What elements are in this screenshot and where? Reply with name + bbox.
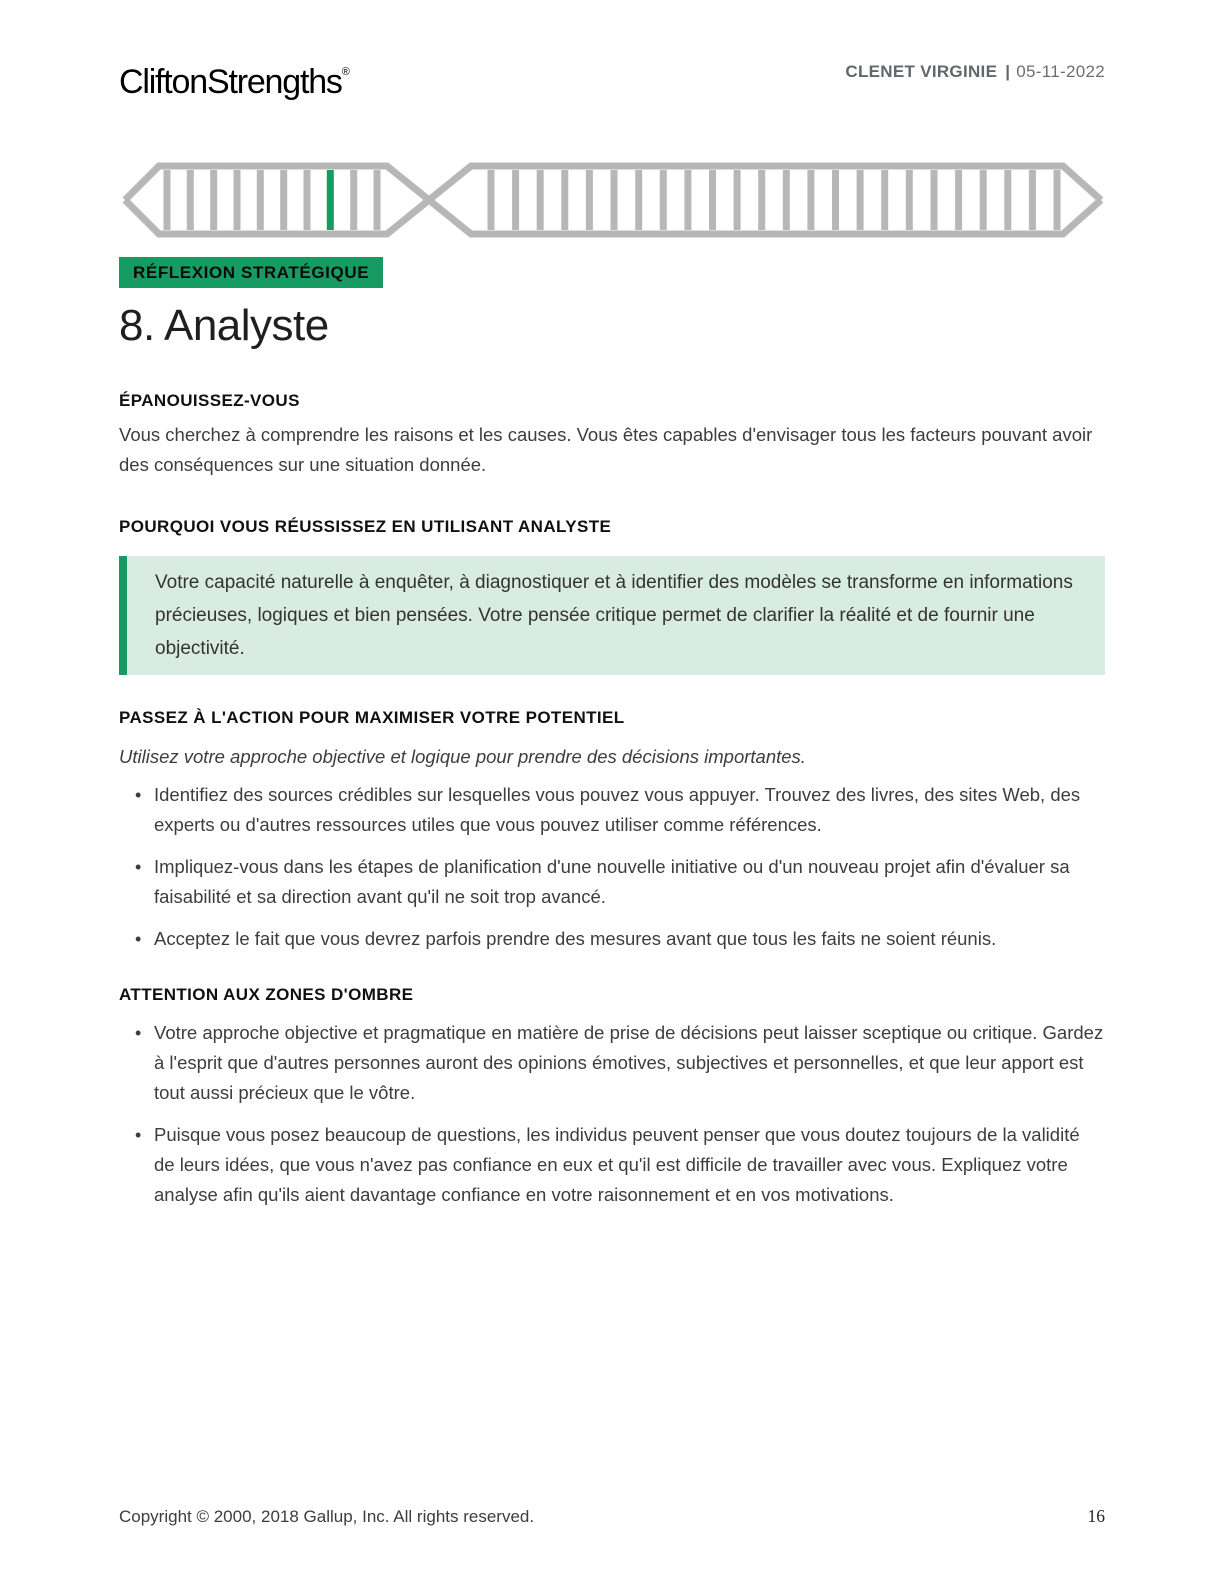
- blindspots-bullet-list: [119, 1018, 1105, 1210]
- strand-bar: [832, 170, 839, 230]
- owner-name: CLENET VIRGINIE: [845, 62, 998, 81]
- action-bullet-1: • Identifiez des sources crédibles sur lesquelles vous pouvez vous appuyer. Trouvez des livres, des sites Web, des experts ou d'autres ressources utiles que vous pouvez utiliser comme références.: [119, 780, 1105, 840]
- why-succeed-quote-text: Votre capacité naturelle à enquêter, à diagnostiquer et à identifier des modèles se transforme en informations précieuses, logiques et bien pensées. Votre pensée critique permet de clarifier la réalité et de fournir une objectivité.: [155, 572, 1073, 659]
- strand-bar: [611, 170, 618, 230]
- report-owner: [845, 52, 1105, 92]
- strand-bar: [350, 170, 357, 230]
- strand-bar-highlighted: [327, 170, 334, 230]
- strand-bar: [374, 170, 381, 230]
- strand-bar: [210, 170, 217, 230]
- strand-bar: [561, 170, 568, 230]
- strand-left-bars: [164, 170, 381, 230]
- section-take-action: [119, 707, 1105, 954]
- action-lead: Utilisez votre approche objective et logique pour prendre des décisions importantes.: [119, 746, 806, 767]
- strand-svg: [119, 158, 1105, 242]
- strand-right-bars: [488, 170, 1061, 230]
- strand-bar: [635, 170, 642, 230]
- strand-bar: [758, 170, 765, 230]
- strand-bar: [164, 170, 171, 230]
- registered-mark: ®: [341, 66, 350, 78]
- owner-separator: |: [1005, 62, 1011, 81]
- report-date: 05-11-2022: [1016, 62, 1105, 81]
- strand-bar: [660, 170, 667, 230]
- action-bullet-list: [119, 780, 1105, 954]
- action-bullet-3: • Acceptez le fait que vous devrez parfois prendre des mesures avant que tous les faits ne soient réunis.: [119, 924, 1105, 954]
- why-heading: POURQUOI VOUS RÉUSSISSEZ EN UTILISANT ANALYSTE: [119, 517, 612, 536]
- blindspots-bullet-1: • Votre approche objective et pragmatique en matière de prise de décisions peut laisser sceptique ou critique. Gardez à l'esprit que d'autres personnes auront des opinions émotives, subjectives et personnelles, et que leur apport est tout aussi précieux que le vôtre.: [119, 1018, 1105, 1108]
- strand-bar: [931, 170, 938, 230]
- theme-rank-strand: [119, 158, 1105, 242]
- strand-bar: [734, 170, 741, 230]
- strand-bar: [955, 170, 962, 230]
- strand-bar: [709, 170, 716, 230]
- theme-title: 8. Analyste: [119, 301, 329, 350]
- section-blind-spots: [119, 984, 1105, 1210]
- action-bullet-2: • Impliquez-vous dans les étapes de planification d'une nouvelle initiative ou d'un nouveau projet afin d'évaluer sa faisabilité et sa direction avant qu'il ne soit trop avancé.: [119, 852, 1105, 912]
- why-succeed-quote-box: [119, 556, 1105, 675]
- blindspots-bullet-2: • Puisque vous posez beaucoup de questions, les individus peuvent penser que vous doutez toujours de la validité de leurs idées, que vous n'avez pas confiance en eux et qu'il est difficile de travailler avec vous. Expliquez votre analyse afin qu'ils aient davantage confiance en votre raisonnement et en vos motivations.: [119, 1120, 1105, 1210]
- strand-bar: [586, 170, 593, 230]
- blindspots-heading: ATTENTION AUX ZONES D'OMBRE: [119, 985, 414, 1004]
- strand-bar: [857, 170, 864, 230]
- strand-bar: [807, 170, 814, 230]
- strand-bar: [906, 170, 913, 230]
- strand-bar: [1029, 170, 1036, 230]
- strand-bar: [234, 170, 241, 230]
- strand-bar: [980, 170, 987, 230]
- strand-bar: [187, 170, 194, 230]
- page-footer: [119, 1506, 1105, 1527]
- strand-bar: [783, 170, 790, 230]
- page-number: 16: [1087, 1506, 1105, 1526]
- strand-bar: [1004, 170, 1011, 230]
- thrive-heading: ÉPANOUISSEZ-VOUS: [119, 391, 300, 410]
- domain-badge: RÉFLEXION STRATÉGIQUE: [119, 257, 383, 288]
- clifton-strengths-logo: [119, 52, 350, 102]
- section-why-succeed: [119, 516, 1105, 675]
- strand-bar: [280, 170, 287, 230]
- strand-bar: [1054, 170, 1061, 230]
- copyright-notice: Copyright © 2000, 2018 Gallup, Inc. All rights reserved.: [119, 1507, 535, 1526]
- page-header: [119, 52, 1105, 101]
- strand-bar: [684, 170, 691, 230]
- strand-bar: [257, 170, 264, 230]
- strand-bar: [881, 170, 888, 230]
- logo-text: CliftonStrengths: [119, 63, 342, 101]
- strand-bar: [304, 170, 311, 230]
- strand-bar: [512, 170, 519, 230]
- strand-bar: [537, 170, 544, 230]
- section-thrive: [119, 390, 1105, 480]
- strand-bar: [488, 170, 495, 230]
- thrive-paragraph: Vous cherchez à comprendre les raisons et les causes. Vous êtes capables d'envisager tous les facteurs pouvant avoir des conséquences sur une situation donnée.: [119, 424, 1093, 475]
- action-heading: PASSEZ À L'ACTION POUR MAXIMISER VOTRE POTENTIEL: [119, 708, 625, 727]
